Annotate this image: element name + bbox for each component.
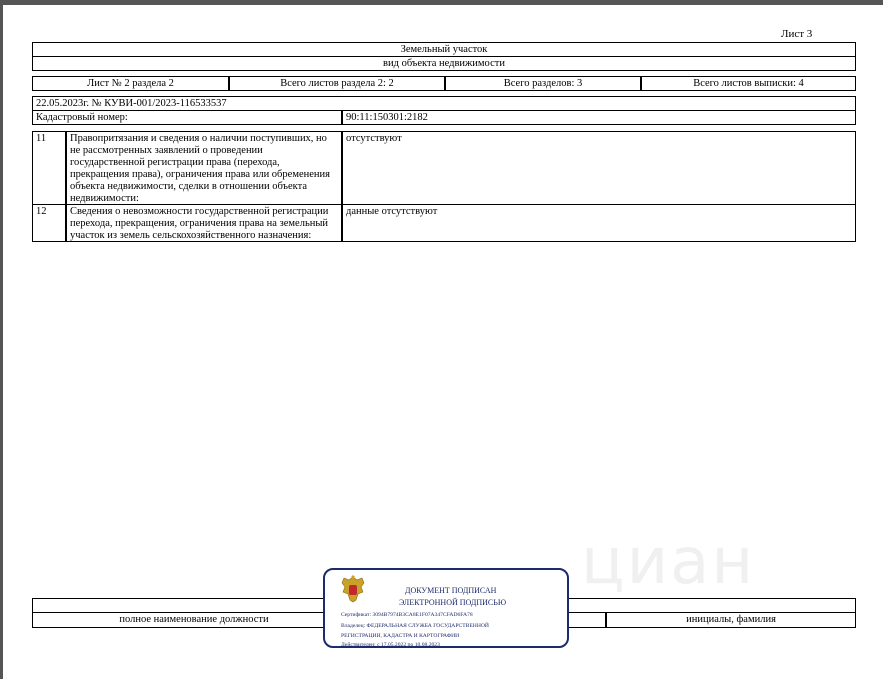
stamp-validity: Действителен: с 17.05.2022 по 10.08.2023 xyxy=(341,642,440,648)
table-row xyxy=(32,131,856,205)
sheet-number: Лист 3 xyxy=(781,28,813,40)
section-sheet: Лист № 2 раздела 2 xyxy=(32,76,229,91)
row-number: 12 xyxy=(32,204,66,242)
row-description: Сведения о невозможности государственной регистрации перехода, прекращения, ограничения права на земельный участок из земель сельскохозяйственного назначения: xyxy=(66,204,342,242)
section-total-sheets: Всего листов раздела 2: 2 xyxy=(229,76,445,91)
section-info-row xyxy=(32,76,856,91)
name-label: инициалы, фамилия xyxy=(606,612,856,628)
total-extract-sheets: Всего листов выписки: 4 xyxy=(641,76,856,91)
document-page xyxy=(3,5,883,679)
object-type: Земельный участок xyxy=(32,42,856,57)
stamp-owner-line2: РЕГИСТРАЦИИ, КАДАСТРА И КАРТОГРАФИИ xyxy=(341,633,460,639)
coat-of-arms-icon xyxy=(339,574,367,604)
stamp-certificate: Сертификат: 3094B7974B3CA8E1F07A347CFAD6FA78 xyxy=(341,612,473,618)
cadastral-row xyxy=(32,110,856,125)
stamp-title-line1: ДОКУМЕНТ ПОДПИСАН xyxy=(405,586,497,595)
stamp-title-line2: ЭЛЕКТРОННОЙ ПОДПИСЬЮ xyxy=(399,598,507,607)
row-value: отсутствуют xyxy=(342,131,856,205)
cadastral-value: 90:11:150301:2182 xyxy=(342,110,856,125)
document-reference: 22.05.2023г. № КУВИ-001/2023-116533537 xyxy=(32,96,856,111)
electronic-signature-stamp xyxy=(323,568,569,648)
position-label: полное наименование должности xyxy=(32,612,356,628)
cadastral-label: Кадастровый номер: xyxy=(32,110,342,125)
row-value: данные отсутствуют xyxy=(342,204,856,242)
total-sections: Всего разделов: 3 xyxy=(445,76,641,91)
row-description: Правопритязания и сведения о наличии поступивших, но не рассмотренных заявлений о проведении государственной регистрации права (перехода, прекращения права), ограничения права или обременения объекта недвижимости, сделки в отношении объекта недвижимости: xyxy=(66,131,342,205)
object-subtitle: вид объекта недвижимости xyxy=(32,56,856,71)
watermark: циан xyxy=(581,525,756,599)
row-number: 11 xyxy=(32,131,66,205)
stamp-owner-line1: Владелец: ФЕДЕРАЛЬНАЯ СЛУЖБА ГОСУДАРСТВЕННОЙ xyxy=(341,623,489,629)
table-row xyxy=(32,204,856,242)
